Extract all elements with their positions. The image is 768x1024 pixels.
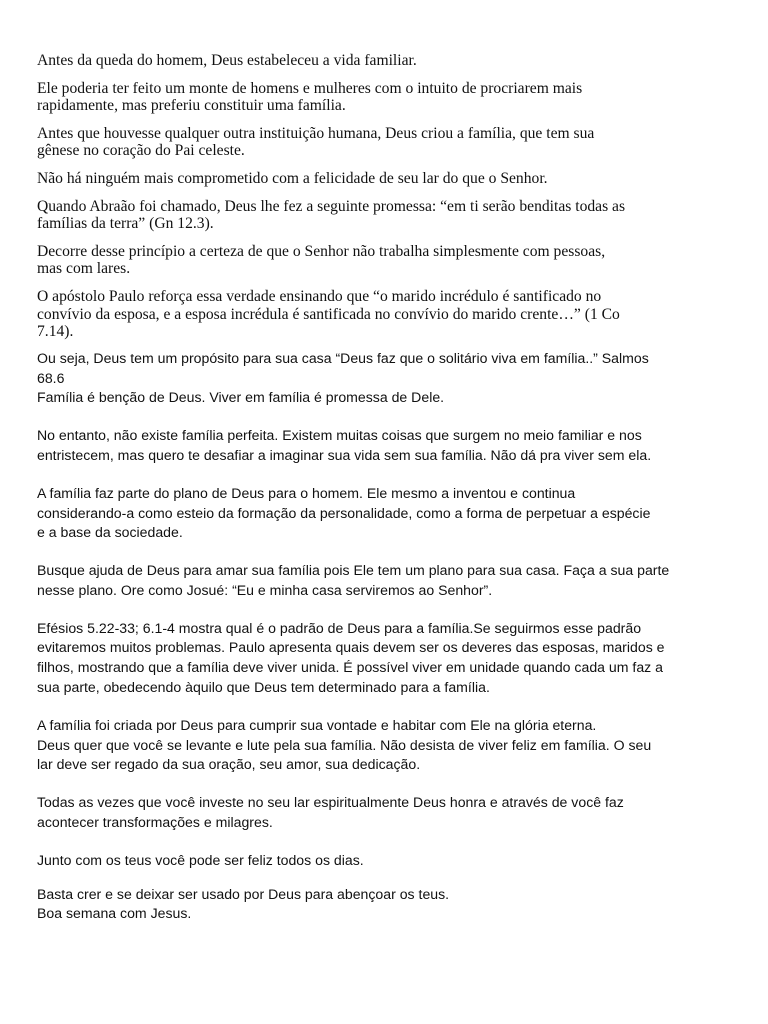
- paragraph-line: famílias da terra” (Gn 12.3).: [37, 215, 214, 233]
- paragraph-7: [37, 288, 745, 341]
- paragraph-16: [37, 885, 745, 925]
- paragraph-line: No entanto, não existe família perfeita. Existem muitas coisas que surgem no meio familiar e nos: [37, 427, 642, 444]
- paragraph-line: Quando Abraão foi chamado, Deus lhe fez a seguinte promessa: “em ti serão benditas todas as: [37, 197, 626, 215]
- paragraph-5: [37, 198, 745, 233]
- paragraph-line: sua parte, obedecendo àquilo que Deus tem determinado para a família.: [37, 679, 490, 696]
- paragraph-line: Antes que houvesse qualquer outra instituição humana, Deus criou a família, que tem sua: [37, 124, 595, 142]
- paragraph-11: [37, 561, 745, 601]
- paragraph-line: evitaremos muitos problemas. Paulo apresenta quais devem ser os deveres das esposas, maridos e: [37, 639, 665, 656]
- paragraph-line: Decorre desse princípio a certeza de que o Senhor não trabalha simplesmente com pessoas,: [37, 242, 606, 260]
- paragraph-line: O apóstolo Paulo reforça essa verdade ensinando que “o marido incrédulo é santificado no: [37, 287, 602, 305]
- paragraph-1: [37, 52, 745, 70]
- paragraph-line: mas com lares.: [37, 260, 131, 278]
- paragraph-line: Não há ninguém mais comprometido com a felicidade de seu lar do que o Senhor.: [37, 169, 548, 187]
- paragraph-line: Todas as vezes que você investe no seu lar espiritualmente Deus honra e através de você faz: [37, 794, 624, 811]
- paragraph-3: [37, 125, 745, 160]
- paragraph-line: Ou seja, Deus tem um propósito para sua casa “Deus faz que o solitário viva em família..” Salmos: [37, 349, 649, 366]
- paragraph-line: considerando-a como esteio da formação da personalidade, como a forma de perpetuar a espécie: [37, 504, 651, 521]
- paragraph-line: Boa semana com Jesus.: [37, 905, 192, 922]
- paragraph-13: [37, 716, 745, 775]
- paragraph-line: lar deve ser regado da sua oração, seu amor, sua dedicação.: [37, 756, 421, 773]
- paragraph-line: nesse plano. Ore como Josué: “Eu e minha casa serviremos ao Senhor”.: [37, 581, 493, 598]
- paragraph-10: [37, 484, 745, 543]
- paragraph-line: Antes da queda do homem, Deus estabeleceu a vida familiar.: [37, 52, 417, 69]
- paragraph-line: A família faz parte do plano de Deus para o homem. Ele mesmo a inventou e continua: [37, 484, 576, 501]
- paragraph-line: Deus quer que você se levante e lute pela sua família. Não desista de viver feliz em família. O seu: [37, 736, 652, 753]
- paragraph-line: 68.6: [37, 369, 65, 386]
- paragraph-9: [37, 426, 745, 466]
- paragraph-line: filhos, mostrando que a família deve viver unida. É possível viver em unidade quando cada um faz a: [37, 659, 663, 676]
- paragraph-line: Busque ajuda de Deus para amar sua família pois Ele tem um plano para sua casa. Faça a sua parte: [37, 562, 670, 579]
- paragraph-line: Junto com os teus você pode ser feliz todos os dias.: [37, 851, 364, 868]
- paragraph-6: [37, 243, 745, 278]
- paragraph-line: A família foi criada por Deus para cumprir sua vontade e habitar com Ele na glória eterna.: [37, 716, 597, 733]
- paragraph-8: [37, 349, 745, 408]
- paragraph-line: Ele poderia ter feito um monte de homens e mulheres com o intuito de procriarem mais: [37, 79, 583, 97]
- paragraph-line: convívio da esposa, e a esposa incrédula é santificada no convívio do marido crente…” (1 Co: [37, 305, 620, 323]
- paragraph-2: [37, 80, 745, 115]
- paragraph-14: [37, 793, 745, 833]
- paragraph-line: e a base da sociedade.: [37, 524, 183, 541]
- paragraph-12: [37, 619, 745, 698]
- paragraph-line: Basta crer e se deixar ser usado por Deus para abençoar os teus.: [37, 885, 450, 902]
- paragraph-line: acontecer transformações e milagres.: [37, 814, 273, 831]
- paragraph-line: entristecem, mas quero te desafiar a imaginar sua vida sem sua família. Não dá pra viver sem ela.: [37, 446, 652, 463]
- paragraph-line: rapidamente, mas preferiu constituir uma família.: [37, 97, 346, 115]
- paragraph-line: 7.14).: [37, 323, 74, 341]
- paragraph-line: Família é benção de Deus. Viver em família é promessa de Dele.: [37, 389, 445, 406]
- paragraph-line: Efésios 5.22-33; 6.1-4 mostra qual é o padrão de Deus para a família.Se seguirmos esse padrão: [37, 619, 642, 636]
- paragraph-line: gênese no coração do Pai celeste.: [37, 142, 245, 160]
- paragraph-4: [37, 170, 745, 188]
- document-page: [37, 52, 745, 924]
- paragraph-15: [37, 851, 745, 871]
